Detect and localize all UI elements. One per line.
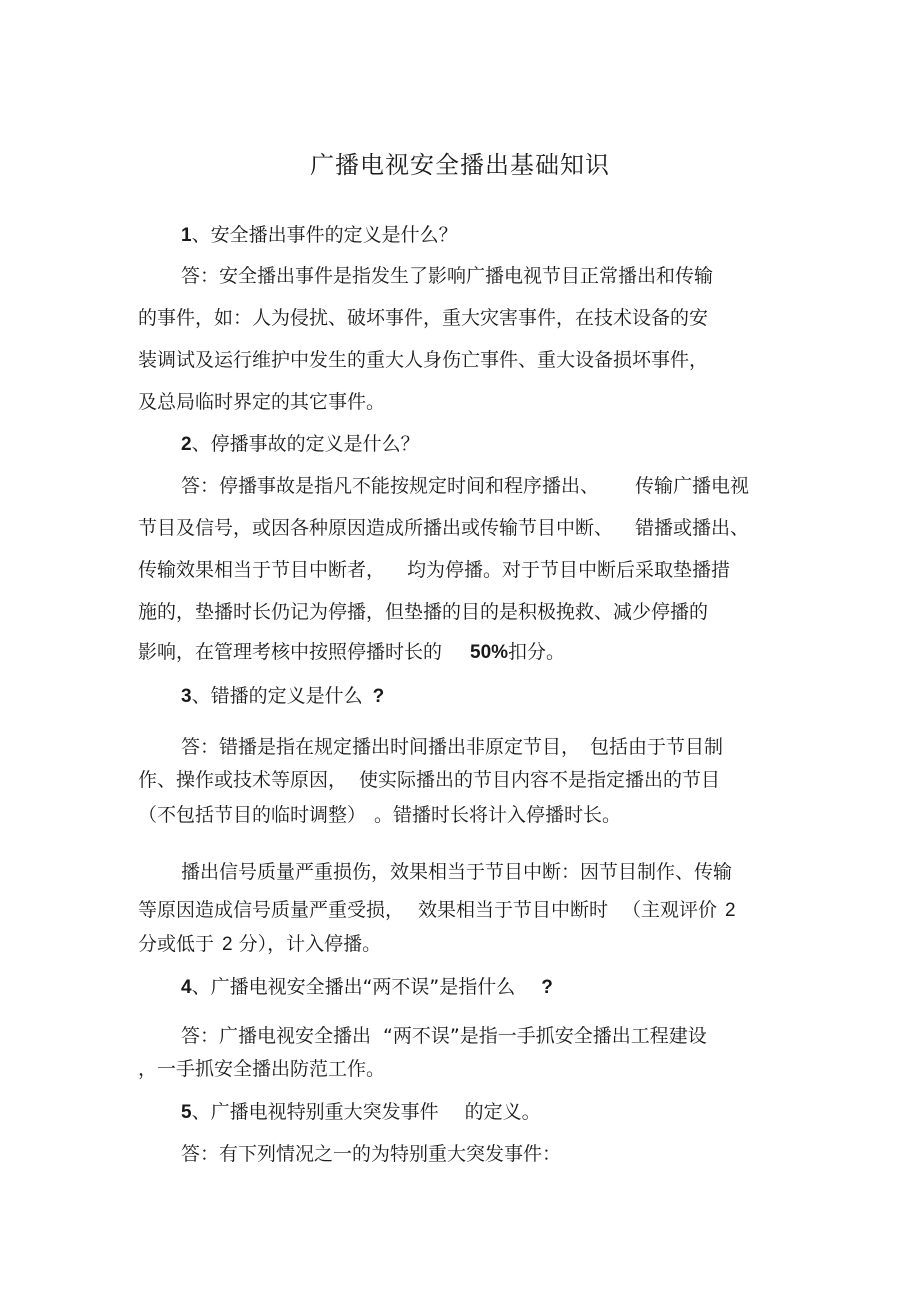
text-segment: 均为停播。对于节目中断后采取垫播措 — [407, 559, 731, 581]
text-segment: （不包括节目的临时调整） — [138, 804, 367, 826]
question-4 — [181, 973, 553, 1002]
answer-3-line-1 — [181, 733, 723, 761]
answer-2-line-5 — [138, 638, 565, 667]
text-segment: 分），计入停播。 — [238, 933, 382, 955]
question-text: 、停播事故的定义是什么？ — [191, 433, 420, 455]
text-segment: 使实际播出的节目内容不是指定播出的节目 — [359, 769, 721, 791]
question-text: 、广播电视安全播出“两不误”是指什么 — [191, 976, 516, 998]
question-text: 、安全播出事件的定义是什么？ — [191, 224, 458, 246]
text-segment: 分或低于 — [138, 933, 215, 955]
paragraph-signal-line-1: 播出信号质量严重损伤，效果相当于节目中断：因节目制作、传输 — [181, 861, 733, 883]
text-segment: （主观评价 — [622, 899, 718, 921]
paragraph-signal-line-3 — [138, 930, 381, 959]
text-segment: 答：错播是指在规定播出时间播出非原定节目， — [181, 736, 581, 758]
answer-1-line-3: 装调试及运行维护中发生的重大人身伤亡事件、重大设备损坏事件， — [138, 349, 709, 371]
question-5 — [181, 1098, 541, 1127]
text-segment: 。错播时长将计入停播时长。 — [374, 804, 622, 826]
question-number: 3 — [181, 686, 192, 707]
answer-2-line-2 — [138, 514, 749, 542]
question-1 — [181, 221, 458, 250]
text-segment: “两不误”是指一手抓安全播出工程建设 — [383, 1025, 707, 1047]
score-value: 2 — [222, 934, 233, 955]
text-segment: 作、操作或技术等原因， — [138, 769, 348, 791]
text-segment: 节目及信号，或因各种原因造成所播出或传输节目中断、 — [138, 517, 614, 539]
text-segment: 影响，在管理考核中按照停播时长的 — [138, 641, 443, 663]
question-number: 4 — [181, 977, 192, 998]
text-segment: 传输效果相当于节目中断者， — [138, 559, 386, 581]
question-mark: ? — [372, 686, 385, 707]
percentage-value: 50% — [470, 642, 509, 663]
text-segment: 等原因造成信号质量严重受损， — [138, 899, 405, 921]
text-segment: 效果相当于节目中断时 — [418, 899, 609, 921]
text-segment: 错播或播出、 — [635, 517, 750, 539]
question-text: 、广播电视特别重大突发事件 — [191, 1101, 439, 1123]
answer-2-line-4: 施的，垫播时长仍记为停播，但垫播的目的是积极挽救、减少停播的 — [138, 601, 709, 623]
text-segment: 包括由于节目制 — [590, 736, 724, 758]
answer-3-line-2 — [138, 766, 720, 794]
answer-4-line-2: ，一手抓安全播出防范工作。 — [138, 1058, 386, 1080]
text-segment: 扣分。 — [508, 641, 566, 663]
question-3 — [181, 682, 384, 711]
answer-3-line-3 — [138, 801, 621, 829]
text-segment: 答：广播电视安全播出 — [181, 1025, 372, 1047]
answer-5-line-1: 答：有下列情况之一的为特别重大突发事件： — [181, 1143, 562, 1165]
answer-4-line-1 — [181, 1022, 707, 1050]
answer-1-line-2: 的事件，如：人为侵扰、破坏事件，重大灾害事件，在技术设备的安 — [138, 307, 709, 329]
answer-1-line-1: 答：安全播出事件是指发生了影响广播电视节目正常播出和传输 — [181, 265, 714, 287]
answer-2-line-1 — [181, 472, 749, 500]
question-number: 5 — [181, 1102, 192, 1123]
question-mark: ? — [541, 977, 553, 998]
question-text: 的定义。 — [464, 1101, 541, 1123]
question-text: 、错播的定义是什么 — [191, 685, 363, 707]
question-number: 2 — [181, 434, 192, 455]
answer-1-line-4: 及总局临时界定的其它事件。 — [138, 391, 386, 413]
paragraph-signal-line-2 — [138, 896, 736, 925]
answer-2-line-3 — [138, 556, 730, 584]
question-number: 1 — [181, 225, 192, 246]
text-segment: 传输广播电视 — [635, 475, 750, 497]
score-value: 2 — [725, 900, 736, 921]
text-segment: 答：停播事故是指凡不能按规定时间和程序播出、 — [181, 475, 600, 497]
page-title: 广播电视安全播出基础知识 — [310, 151, 610, 179]
question-2 — [181, 430, 420, 459]
